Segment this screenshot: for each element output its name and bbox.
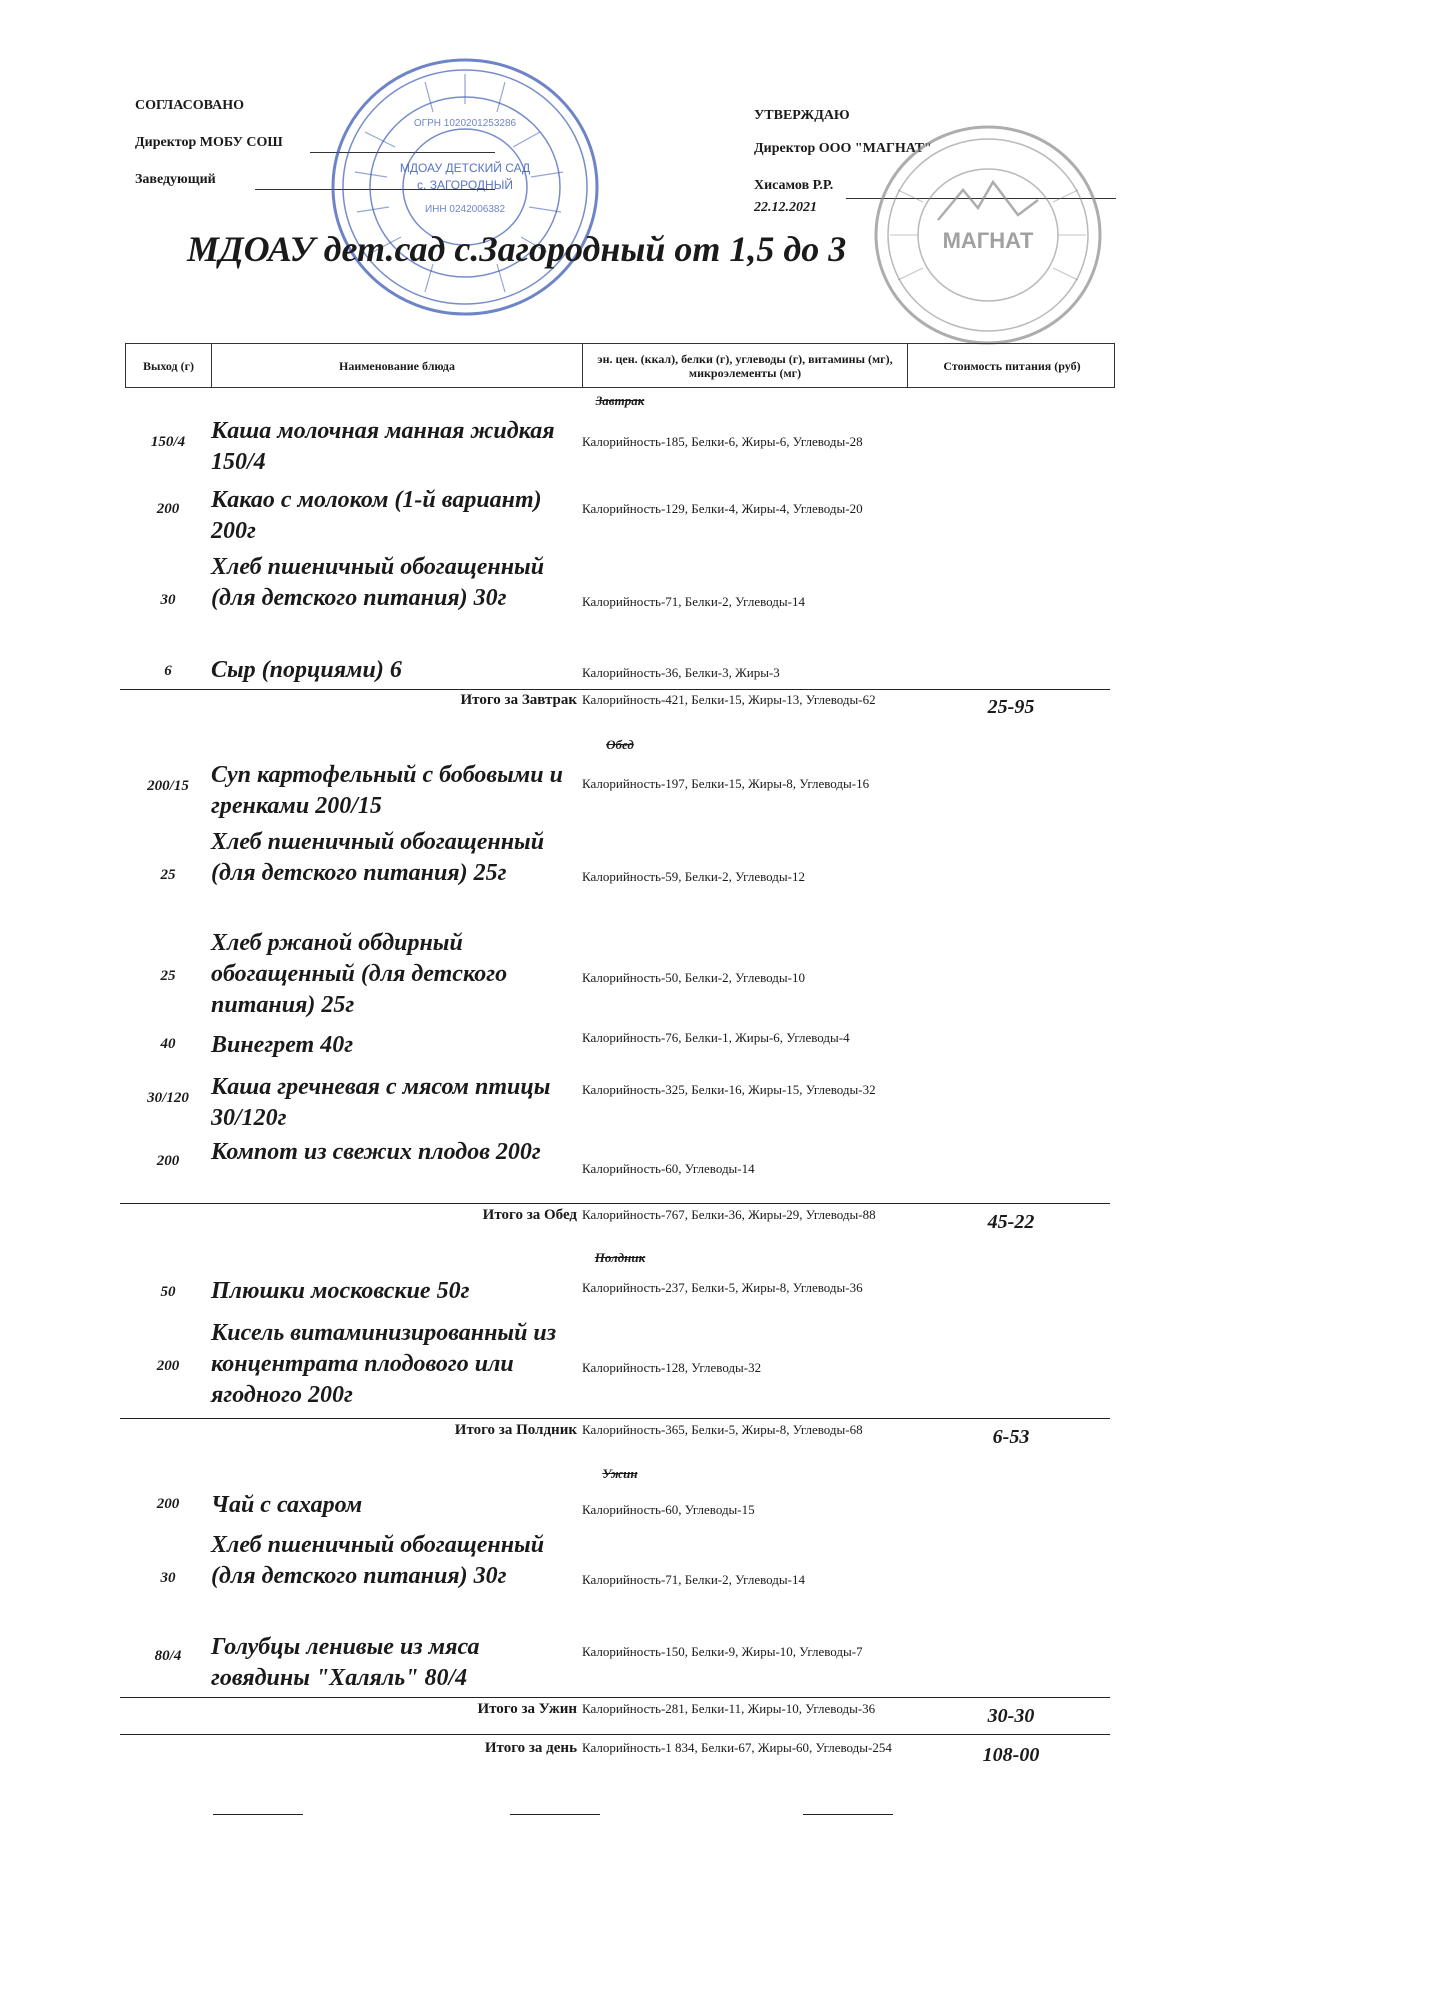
nutrition-cell: Калорийность-60, Углеводы-15 [582,1502,755,1517]
svg-text:МАГНАТ: МАГНАТ [942,228,1034,253]
yield-cell: 200 [156,1358,180,1374]
section-total-label: Итого за Обед [482,1207,577,1223]
yield-cell: 150/4 [150,434,186,450]
day-total-nutrition: Калорийность-1 834, Белки-67, Жиры-60, Углеводы-254 [582,1740,892,1755]
nutrition-cell: Калорийность-128, Углеводы-32 [582,1360,762,1375]
school-seal-stamp [325,52,605,322]
nutrition-cell: Калорийность-76, Белки-1, Жиры-6, Углеводы-4 [582,1030,850,1045]
dish-cell: Каша молочная манная жидкая 150/4 [211,418,555,475]
nutrition-cell: Калорийность-71, Белки-2, Углеводы-14 [582,594,805,609]
yield-cell: 30/120 [147,1090,189,1106]
section-total-label: Итого за Полдник [454,1422,577,1438]
day-total-label: Итого за день [484,1740,577,1756]
section-cost: 30-30 [987,1705,1035,1727]
dish-cell: Сыр (порциями) 6 [211,657,402,683]
section-lunch-title: Обед [606,737,634,752]
yield-cell: 25 [160,968,176,984]
section-cost: 25-95 [987,696,1035,718]
yield-cell: 50 [160,1284,176,1300]
section-total-label: Итого за Завтрак [460,692,577,708]
nutrition-cell: Калорийность-325, Белки-16, Жиры-15, Углеводы-32 [582,1082,876,1097]
yield-cell: 40 [160,1036,176,1052]
approve-label: УТВЕРЖДАЮ [754,108,850,123]
agreed-label: СОГЛАСОВАНО [135,98,244,113]
yield-cell: 30 [160,592,176,608]
company-seal-stamp [868,120,1108,350]
col-dish-header: Наименование блюда [212,344,583,387]
menu-table-header [125,343,1115,388]
yield-cell: 25 [160,867,176,883]
section-total-nutrition: Калорийность-281, Белки-11, Жиры-10, Углеводы-36 [582,1701,876,1716]
section-total-label: Итого за Ужин [477,1701,577,1717]
section-dinner-title: Ужин [602,1466,638,1481]
section-total-nutrition: Калорийность-365, Белки-5, Жиры-8, Углеводы-68 [582,1422,863,1437]
signature-line-1 [213,1814,303,1815]
svg-text:с. ЗАГОРОДНЫЙ: с. ЗАГОРОДНЫЙ [417,178,513,192]
nutrition-cell: Калорийность-50, Белки-2, Углеводы-10 [582,970,805,985]
head-label: Заведующий [135,172,216,187]
signature-line-3 [803,1814,893,1815]
dish-cell: Кисель витаминизированный из концентрата плодового или ягодного 200г [211,1320,557,1408]
section-breakfast-title: Завтрак [595,393,645,408]
dish-cell: Суп картофельный с бобовыми и гренками 200/15 [211,762,563,819]
dish-cell: Хлеб пшеничный обогащенный (для детского питания) 30г [211,554,545,611]
yield-cell: 80/4 [154,1648,182,1664]
nutrition-cell: Калорийность-71, Белки-2, Углеводы-14 [582,1572,805,1587]
dish-cell: Чай с сахаром [211,1492,363,1518]
section-total-nutrition: Калорийность-421, Белки-15, Жиры-13, Углеводы-62 [582,692,876,707]
svg-text:ОГРН 1020201253286: ОГРН 1020201253286 [413,118,517,129]
nutrition-cell: Калорийность-36, Белки-3, Жиры-3 [582,665,780,680]
dish-cell: Каша гречневая с мясом птицы 30/120г [211,1074,551,1131]
yield-cell: 200 [156,501,180,517]
director-school-label: Директор МОБУ СОШ [135,135,283,150]
yield-cell: 200 [156,1496,180,1512]
director-company-label: Директор ООО "МАГНАТ" [754,141,932,156]
nutrition-cell: Калорийность-60, Углеводы-14 [582,1161,755,1176]
nutrition-cell: Калорийность-185, Белки-6, Жиры-6, Углеводы-28 [582,434,863,449]
dish-cell: Плюшки московские 50г [211,1278,470,1304]
day-total-cost: 108-00 [982,1744,1040,1766]
yield-cell: 30 [160,1570,176,1586]
nutrition-cell: Калорийность-150, Белки-9, Жиры-10, Углеводы-7 [582,1644,863,1659]
dish-cell: Хлеб ржаной обдирный обогащенный (для детского питания) 25г [211,930,508,1018]
yield-cell: 200/15 [147,778,189,794]
nutrition-cell: Калорийность-129, Белки-4, Жиры-4, Углеводы-20 [582,501,863,516]
svg-text:МДОАУ ДЕТСКИЙ САД: МДОАУ ДЕТСКИЙ САД [399,161,531,175]
signature-line-2 [510,1814,600,1815]
dish-cell: Какао с молоком (1-й вариант) 200г [211,487,542,544]
yield-cell: 6 [164,663,172,679]
col-yield-header: Выход (г) [126,344,212,387]
dish-cell: Голубцы ленивые из мяса говядины "Халяль" 80/4 [211,1634,480,1691]
approval-date: 22.12.2021 [754,200,817,215]
page-title: МДОАУ дет.сад с.Загородный от 1,5 до 3 [187,229,847,269]
director-name: Хисамов Р.Р. [754,178,834,193]
dish-cell: Хлеб пшеничный обогащенный (для детского питания) 25г [211,829,545,886]
nutrition-cell: Калорийность-197, Белки-15, Жиры-8, Углеводы-16 [582,776,870,791]
dish-cell: Винегрет 40г [211,1032,354,1058]
col-cost-header: Стоимость питания (руб) [943,358,1081,373]
dish-cell: Компот из свежих плодов 200г [211,1139,541,1165]
svg-text:ИНН 0242006382: ИНН 0242006382 [424,204,506,215]
yield-cell: 200 [156,1153,180,1169]
nutrition-cell: Калорийность-59, Белки-2, Углеводы-12 [582,869,805,884]
dish-cell: Хлеб пшеничный обогащенный (для детского питания) 30г [211,1532,545,1589]
section-snack-title: Полдник [594,1250,646,1265]
section-cost: 6-53 [992,1426,1030,1448]
section-cost: 45-22 [987,1211,1035,1233]
nutrition-cell: Калорийность-237, Белки-5, Жиры-8, Углеводы-36 [582,1280,863,1295]
section-total-nutrition: Калорийность-767, Белки-36, Жиры-29, Углеводы-88 [582,1207,876,1222]
col-nutrition-header: эн. цен. (ккал), белки (г), углеводы (г), витамины (мг), микроэлементы (мг) [583,344,908,387]
